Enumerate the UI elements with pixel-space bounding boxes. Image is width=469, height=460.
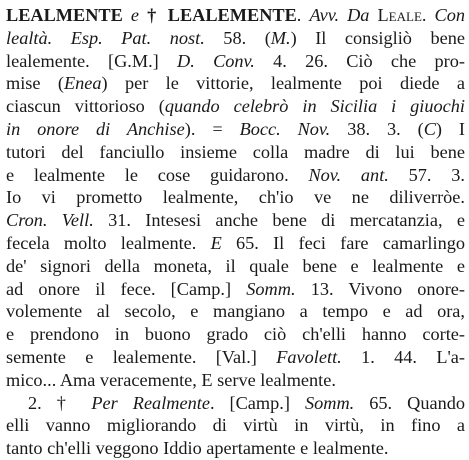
text-segment: D. Conv. (177, 50, 255, 71)
text-segment: tanto ch'elli veggono Iddio apertamente e lealmente. (6, 438, 389, 459)
text-line (6, 95, 465, 118)
text-line (6, 50, 465, 73)
text-line (6, 232, 465, 255)
text-segment: elli vanno migliorando di virtù in virtù, in fino a (6, 415, 465, 436)
text-line (6, 278, 465, 301)
text-line (6, 346, 465, 369)
text-line (6, 164, 465, 187)
text-segment: de' signori della moneta, il quale bene e lealmente e (6, 255, 465, 276)
headword: LEALMENTE (6, 5, 123, 25)
text-segment: 65. Quando (354, 392, 465, 413)
text-segment: 57. 3. (388, 164, 465, 185)
text-segment: quando celebrò in Sicilia i giuochi (164, 96, 465, 117)
text-segment: Con (434, 5, 465, 25)
text-segment: . [Camp.] (209, 392, 305, 413)
text-segment: lealemente. [G.M.] (6, 50, 178, 71)
text-segment: Per Realmente (91, 392, 210, 413)
text-line (6, 392, 465, 415)
text-segment: Somm. (246, 278, 296, 299)
text-segment: Cron. Vell. (6, 210, 94, 231)
text-segment: Enea (63, 73, 102, 94)
text-segment: fecela molto lealmente. (6, 232, 211, 253)
text-line (6, 369, 465, 392)
text-segment: 31. Intesesi anche bene di mercatanzia, e (93, 210, 465, 231)
text-segment: mise ( (6, 73, 64, 94)
text-segment: e (122, 5, 148, 25)
text-segment: in onore di Anchise (6, 118, 185, 139)
text-segment: mico... Ama veracemente, E serve lealmente. (6, 369, 336, 390)
text-segment: Nov. ant. (308, 164, 389, 185)
text-line (6, 118, 465, 141)
text-line (6, 72, 465, 95)
text-segment: . (421, 5, 435, 25)
text-segment: Io vi prometto lealmente, ch'io ve ne diliverròe. (6, 187, 465, 208)
text-line (6, 209, 465, 232)
text-segment: Favolett. (276, 346, 342, 367)
text-segment: ). = (184, 118, 240, 139)
text-segment: 13. Vivono onore- (295, 278, 465, 299)
text-segment: volemente al secolo, e mangiano a tempo e ad ora, (6, 301, 465, 322)
text-segment: 65. Il feci fare camarlingo (221, 232, 465, 253)
text-segment: ) per le vittorie, lealmente poi diede a (101, 73, 465, 94)
headword: † LEALEMENTE (147, 5, 297, 25)
text-segment: e prendono in buono grado ciò ch'elli hanno corte- (6, 324, 465, 345)
text-segment: E (210, 232, 222, 253)
text-segment: . (296, 5, 310, 25)
text-line (6, 255, 465, 278)
text-segment: 38. 3. ( (330, 118, 424, 139)
text-line (6, 27, 465, 50)
text-segment: Leale (369, 5, 422, 25)
text-segment: e lealmente le cose guidarono. (6, 164, 309, 185)
text-segment: tutori del fanciullo insieme colla madre di lui bene (6, 141, 465, 162)
text-line (6, 186, 465, 209)
text-line (6, 300, 465, 323)
text-line (6, 4, 465, 27)
text-segment: ad onore il fece. [Camp.] (6, 278, 247, 299)
text-segment: 2. † (28, 392, 92, 413)
text-line (6, 323, 465, 346)
text-segment: 4. 26. Ciò che pro- (254, 50, 465, 71)
text-segment: ) I (435, 118, 465, 139)
text-segment: 58. ( (204, 27, 271, 48)
text-segment: ) Il consigliò bene (290, 27, 465, 48)
text-line (6, 437, 465, 460)
text-line (6, 414, 465, 437)
text-segment: lealtà. Esp. Pat. nost. (6, 27, 205, 48)
text-segment: semente e lealemente. [Val.] (6, 346, 277, 367)
text-segment: ciascun vittorioso ( (6, 96, 165, 117)
text-segment: Bocc. Nov. (239, 118, 331, 139)
text-segment: 1. 44. L'a- (341, 346, 465, 367)
text-segment: Somm. (304, 392, 355, 413)
text-segment: M. (270, 27, 291, 48)
text-segment: Avv. Da (309, 5, 370, 25)
text-segment: C (423, 118, 436, 139)
text-line (6, 141, 465, 164)
